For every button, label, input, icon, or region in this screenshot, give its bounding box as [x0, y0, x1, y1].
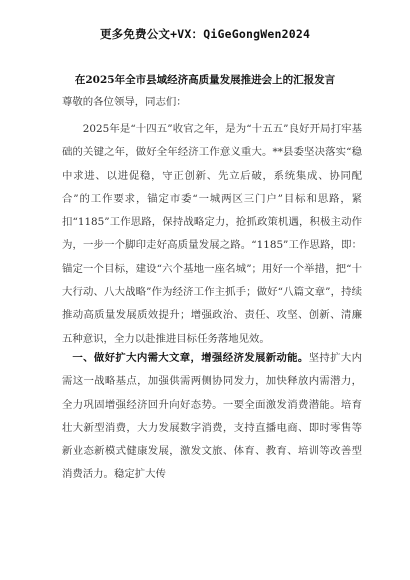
section-1-heading: 一、做好扩大内需大文章，增强经济发展新动能。: [72, 352, 309, 364]
section-1-text: 坚持扩大内需这一战略基点，加强供需两侧协同发力，加快释放内需潜力，全力巩固增强经济回升向好态势。一要全面激发消费潜能。培育壮大新型消费，大力发展数字消费，支持直播电商、即时零售等新业态新模式健康发展，激发文旅、体育、教育、培训等改善型消费活力。稳定扩大传: [62, 352, 363, 481]
section-1-paragraph: [62, 347, 362, 487]
promo-banner: 更多免费公文+VX：QiGeGongWen2024: [99, 27, 311, 41]
document-title: 在2025年全市县域经济高质量发展推进会上的汇报发言: [74, 74, 336, 86]
paragraph-intro: 2025年是“十四五”收官之年，是为“十五五”良好开局打牢基础的关键之年，做好全年经济工作意义重大。**县委坚决落实“稳中求进、以进促稳，守正创新、先立后破，系统集成、协同配合”的工作要求，锚定市委“一城两区三门户”目标和思路，紧扣“1185”工作思路，保持战略定力，抢抓政策机遇，积极主动作为，一步一个脚印走好高质量发展之路。“1185”工作思路，即：锚定一个目标，建设“六个基地一座名城”；用好一个举措，把“十大行动、八大战略”作为经济工作主抓手；做好“八篇文章”，持续推动高质量发展质效提升；增强政治、责任、攻坚、创新、清廉五种意识，全力以赴推进目标任务落地见效。: [62, 123, 362, 345]
salutation: 尊敬的各位领导，同志们：: [62, 96, 187, 108]
